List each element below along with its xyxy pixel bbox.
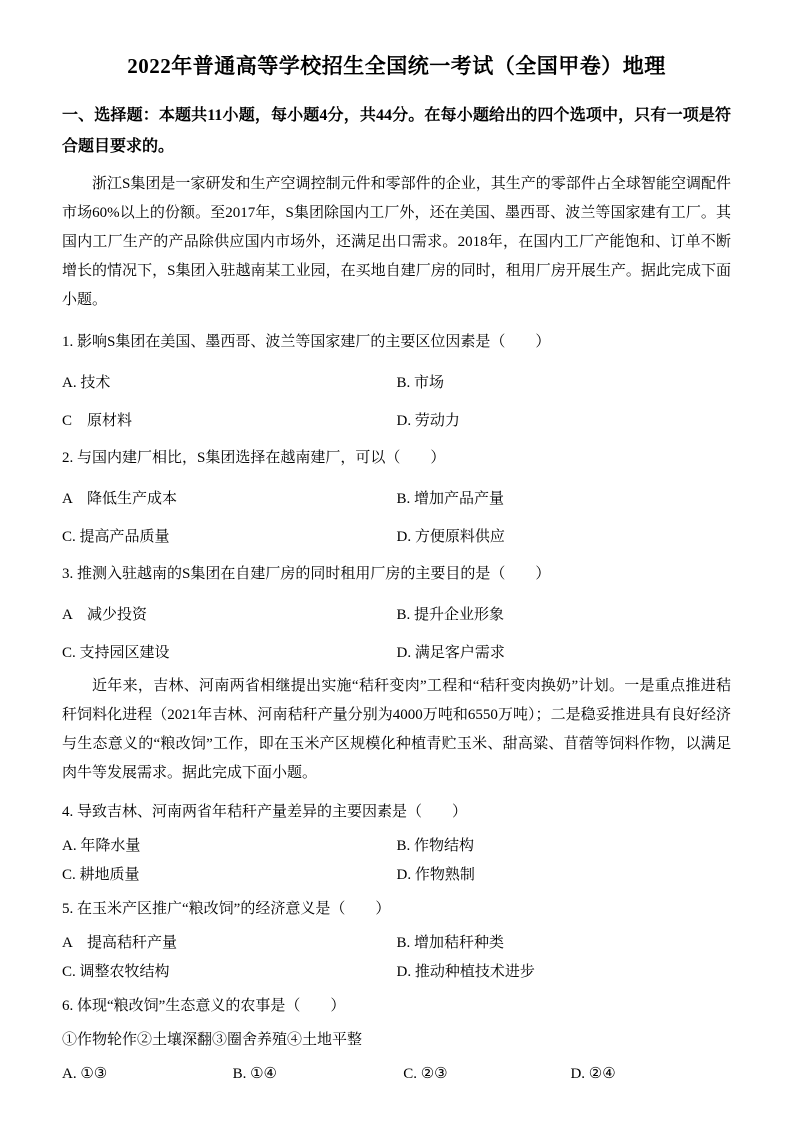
question-5-options bbox=[62, 933, 731, 982]
question-4-stem: 4. 导致吉林、河南两省年秸秆产量差异的主要因素是（ ） bbox=[62, 804, 468, 820]
option-d: D. ②④ bbox=[570, 1066, 616, 1082]
option-d: D. 满足客户需求 bbox=[396, 645, 505, 661]
question-5 bbox=[62, 895, 731, 982]
option-b: B. ①④ bbox=[232, 1066, 277, 1082]
question-6-options bbox=[62, 1064, 731, 1084]
question-1 bbox=[62, 328, 731, 431]
question-1-options bbox=[62, 373, 731, 431]
option-c: C. 提高产品质量 bbox=[62, 529, 170, 545]
option-c: C. 支持园区建设 bbox=[62, 645, 170, 661]
exam-title: 2022年普通高等学校招生全国统一考试（全国甲卷）地理 bbox=[127, 54, 666, 78]
option-d: D. 劳动力 bbox=[396, 413, 460, 429]
question-6-items: ①作物轮作②土壤深翻③圈舍养殖④土地平整 bbox=[62, 1032, 363, 1048]
option-a: A 减少投资 bbox=[62, 607, 148, 623]
option-c: C. 耕地质量 bbox=[62, 867, 140, 883]
option-d: D. 作物熟制 bbox=[396, 867, 475, 883]
question-2-options bbox=[62, 489, 731, 547]
option-d: D. 方便原料供应 bbox=[396, 529, 505, 545]
option-d: D. 推动种植技术进步 bbox=[396, 964, 535, 980]
question-3-stem: 3. 推测入驻越南的S集团在自建厂房的同时租用厂房的主要目的是（ ） bbox=[62, 566, 551, 582]
question-5-stem: 5. 在玉米产区推广“粮改饲”的经济意义是（ ） bbox=[62, 901, 391, 917]
option-c: C. 调整农牧结构 bbox=[62, 964, 170, 980]
option-c: C. ②③ bbox=[403, 1066, 448, 1082]
passage-2: 近年来，吉林、河南两省相继提出实施“秸秆变肉”工程和“秸秆变肉换奶”计划。一是重点推进秸秆饲料化进程（2021年吉林、河南秸秆产量分别为4000万吨和6550万吨）；二是稳妥推进具有良好经济与生态意义的“粮改饲”工作，即在玉米产区规模化种植青贮玉米、甜高粱、苜蓿等饲料作物，以满足肉牛等发展需求。据此完成下面小题。 bbox=[62, 678, 731, 781]
question-6-stem: 6. 体现“粮改饲”生态意义的农事是（ ） bbox=[62, 998, 346, 1014]
question-2 bbox=[62, 444, 731, 547]
option-a: A 降低生产成本 bbox=[62, 491, 178, 507]
question-4-options bbox=[62, 836, 731, 885]
question-3 bbox=[62, 560, 731, 663]
option-a: A 提高秸秆产量 bbox=[62, 935, 178, 951]
question-6 bbox=[62, 992, 731, 1084]
option-a: A. ①③ bbox=[62, 1066, 108, 1082]
question-2-stem: 2. 与国内建厂相比，S集团选择在越南建厂，可以（ ） bbox=[62, 450, 446, 466]
option-a: A. 年降水量 bbox=[62, 838, 141, 854]
option-b: B. 市场 bbox=[396, 375, 445, 391]
option-c: C 原材料 bbox=[62, 413, 133, 429]
option-b: B. 作物结构 bbox=[396, 838, 475, 854]
option-b: B. 提升企业形象 bbox=[396, 607, 505, 623]
option-a: A. 技术 bbox=[62, 375, 111, 391]
question-1-stem: 1. 影响S集团在美国、墨西哥、波兰等国家建厂的主要区位因素是（ ） bbox=[62, 334, 551, 350]
question-3-options bbox=[62, 605, 731, 663]
passage-1: 浙江S集团是一家研发和生产空调控制元件和零部件的企业，其生产的零部件占全球智能空调配件市场60%以上的份额。至2017年，S集团除国内工厂外，还在美国、墨西哥、波兰等国家建有工厂。其国内工厂生产的产品除供应国内市场外，还满足出口需求。2018年，在国内工厂产能饱和、订单不断增长的情况下，S集团入驻越南某工业园，在买地自建厂房的同时，租用厂房开展生产。据此完成下面小题。 bbox=[62, 176, 731, 308]
option-b: B. 增加产品产量 bbox=[396, 491, 505, 507]
option-b: B. 增加秸秆种类 bbox=[396, 935, 505, 951]
question-4 bbox=[62, 798, 731, 885]
section-instructions: 一、选择题：本题共11小题，每小题4分，共44分。在每小题给出的四个选项中，只有一项是符合题目要求的。 bbox=[62, 107, 731, 155]
